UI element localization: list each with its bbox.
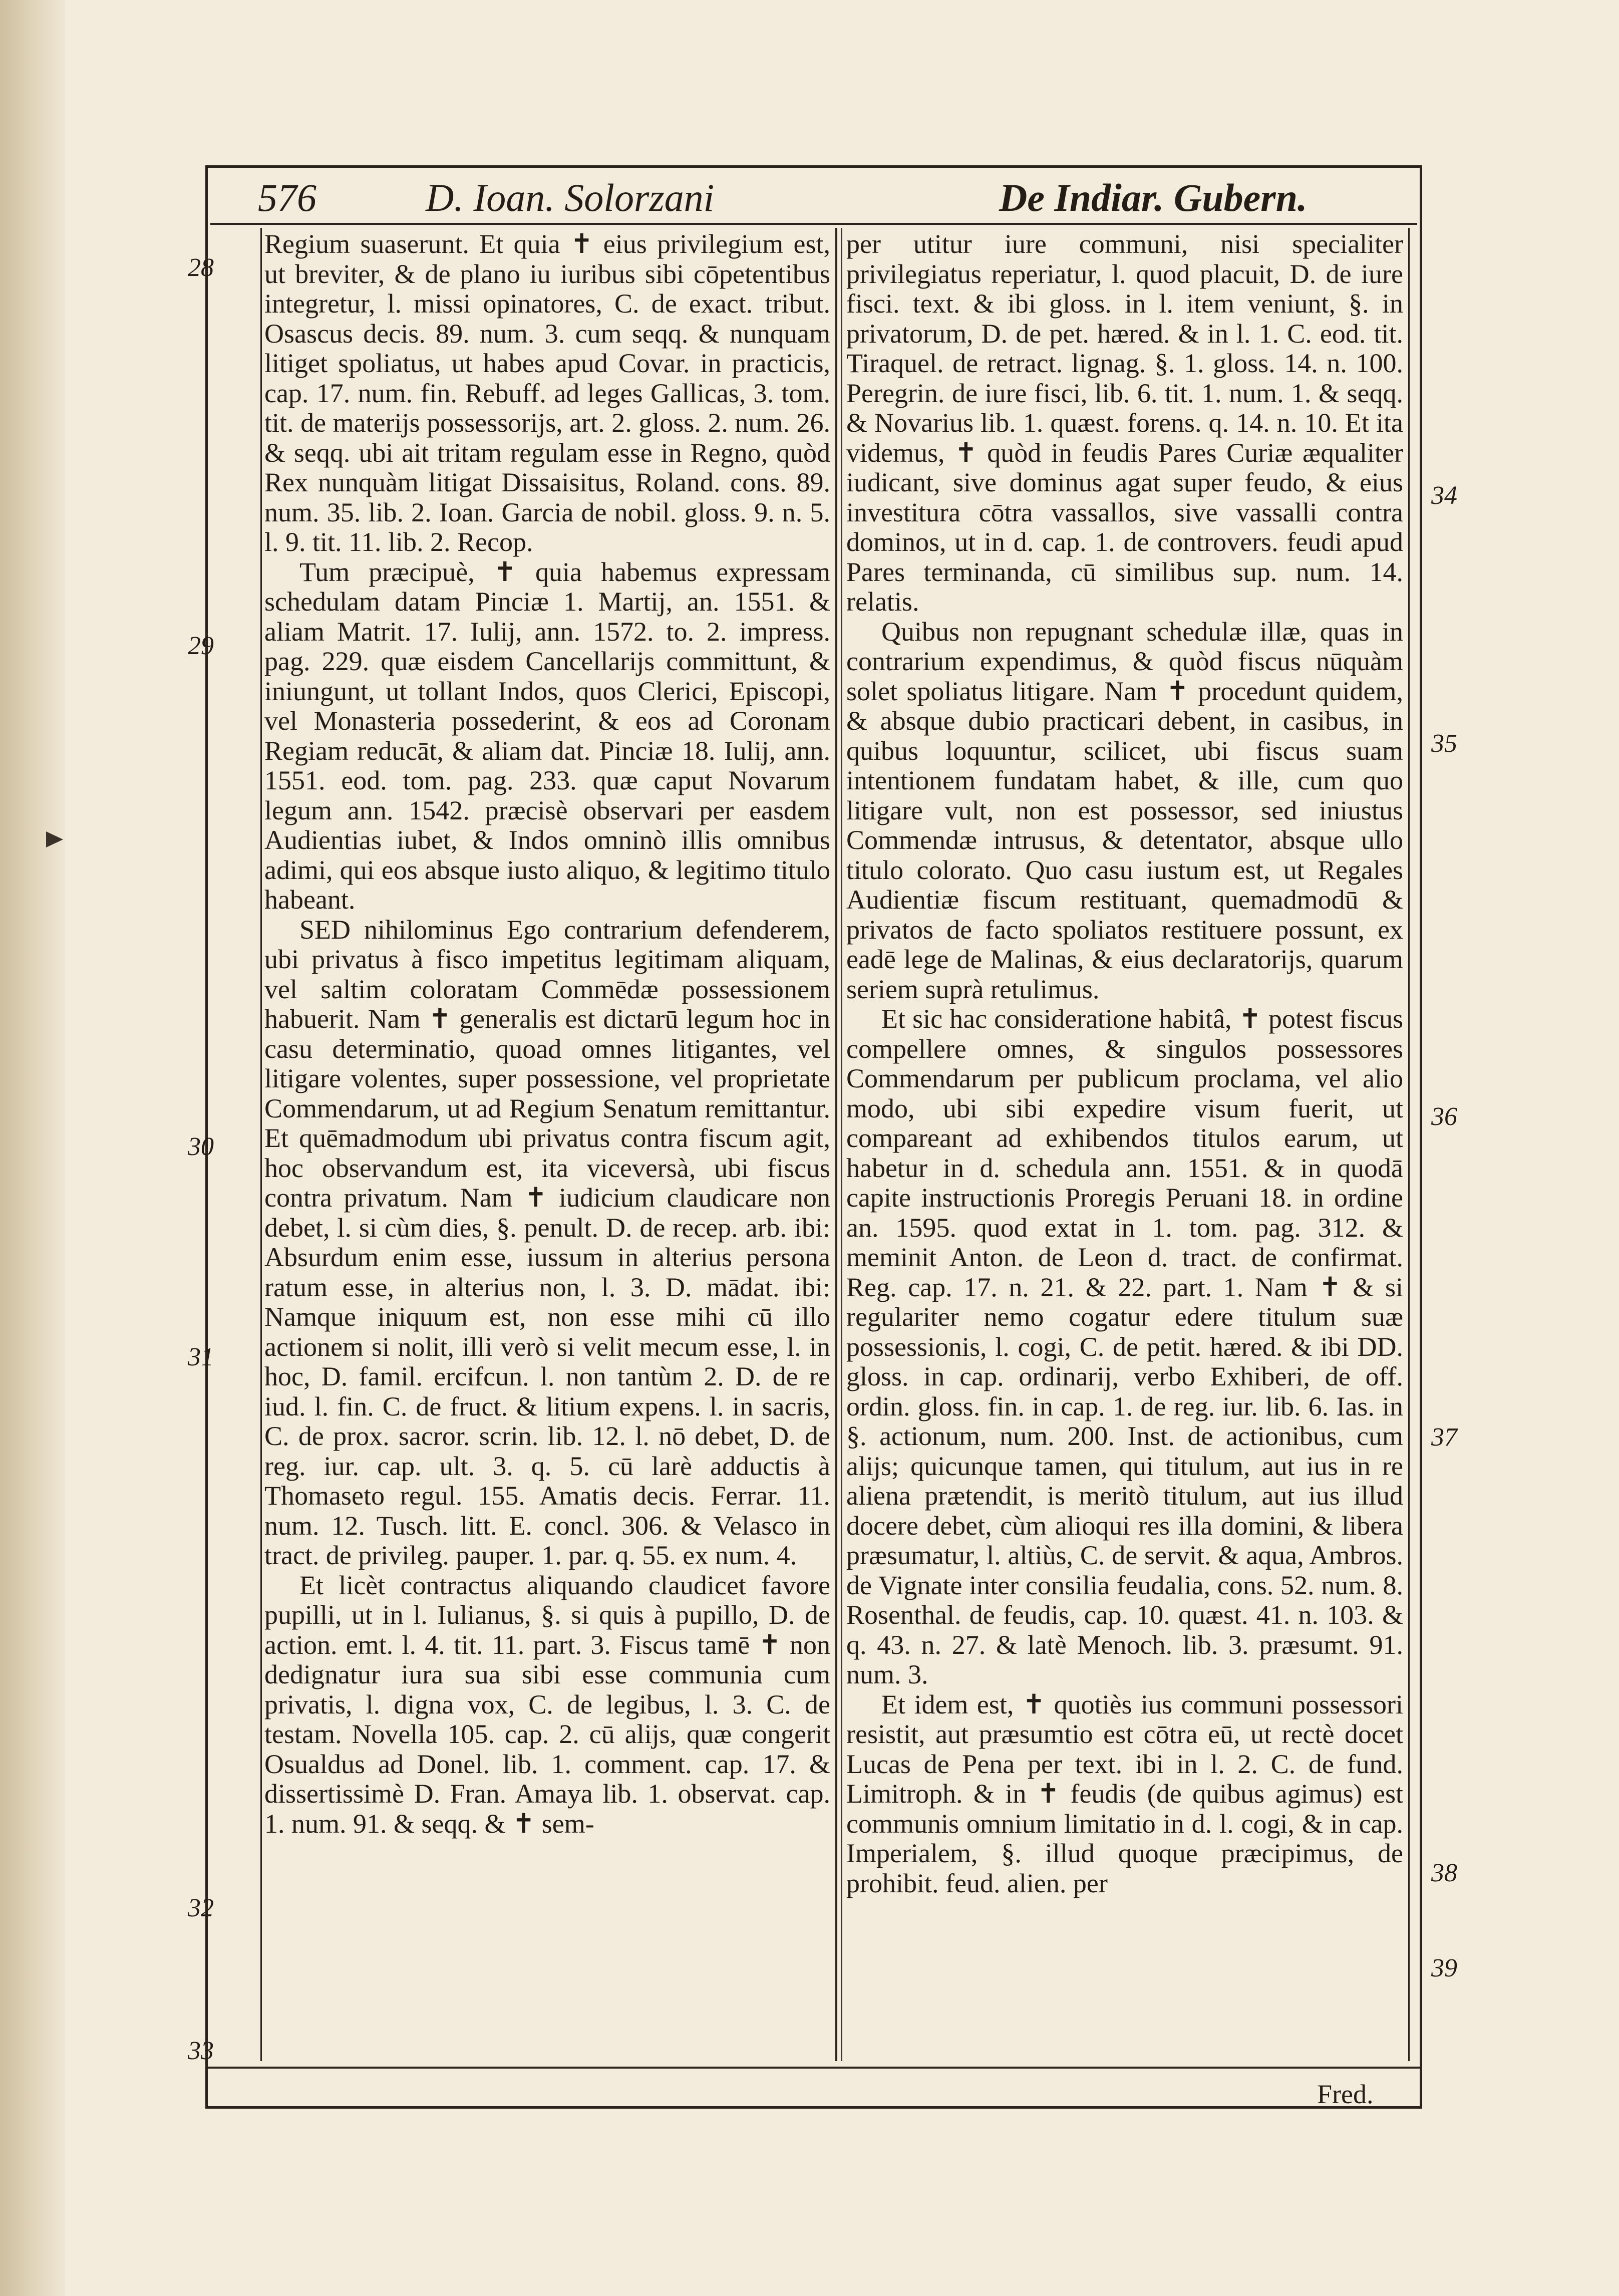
margin-number: 33 <box>188 2037 214 2065</box>
margin-number: 29 <box>188 632 214 660</box>
footer-rule <box>205 2067 1422 2069</box>
column-divider-thin <box>841 228 842 2061</box>
margin-number: 39 <box>1431 1954 1457 1982</box>
right-inner-rule <box>1408 228 1410 2061</box>
catchword: Fred. <box>1317 2079 1374 2109</box>
paragraph: SED nihilominus Ego contrarium defenderem, ubi privatus à fisco impetitus legitimam aliquam, vel saltim coloratam Commēdæ possessionem habuerit. Nam ✝ generalis est dictarū legum hoc in casu determinatio, quoad omnes litigantes, vel litigare volentes, super possessione, vel proprietate Commendarum, ut ad Regium Senatum remittantur. Et quēmadmodum ubi privatus contra fiscum agit, hoc observandum est, ita viceversà, ubi fiscus contra privatum. Nam ✝ iudicium claudicare non debet, l. si cùm dies, §. penult. D. de recep. arb. ibi: Absurdum enim esse, iussum in alterius persona ratum esse, in alterius non, l. 3. D. mādat. ibi: Namque iniquum est, non esse mihi cū illo actionem si nolit, illi verò si velit mecum esse, l. in hoc, D. famil. ercifcun. l. non tantùm 2. D. de re iud. l. fin. C. de fruct. & litium expens. l. in sacris, C. de prox. sacror. scrin. lib. 12. l. nō debet, D. de reg. iur. cap. ult. 3. q. 5. cū larè adductis à Thomaseto regul. 155. Amatis decis. Ferrar. 11. num. 12. Tusch. litt. E. concl. 306. & Velasco in tract. de privileg. pauper. 1. par. q. 55. ex num. 4. <box>264 914 830 1570</box>
running-head-title: De Indiar. Gubern. <box>999 176 1308 219</box>
margin-number: 34 <box>1431 481 1457 510</box>
paragraph: Quibus non repugnant schedulæ illæ, quas in contrarium expendimus, & quòd fiscus nūquàm solet spoliatus litigare. Nam ✝ procedunt quidem, & absque dubio practicari debent, in casibus, in quibus loquuntur, scilicet, ubi fiscus suam intentionem fundatam habet, & ille, cum quo litigare vult, non est possessor, sed iniustus Commendæ intrusus, & detentator, absque ullo titulo colorato. Quo casu iustum est, ut Regales Audientiæ fiscum restituant, quemadmodū & privatos de facto spoliatos restituere possunt, ex eadē lege de Malinas, & eius declaratorijs, quarum seriem suprà retulimus. <box>846 616 1403 1004</box>
margin-number: 36 <box>1431 1102 1457 1131</box>
margin-number: 38 <box>1431 1859 1457 1887</box>
column-divider <box>835 228 837 2061</box>
margin-number: 37 <box>1431 1423 1457 1452</box>
margin-number: 35 <box>1431 729 1457 758</box>
paragraph: Regium suaserunt. Et quia ✝ eius privilegium est, ut breviter, & de plano iu iuribus sibi cōpetentibus integretur, l. missi opinatores, C. de exact. tribut. Osascus decis. 89. num. 3. cum seqq. & nunquam litiget spoliatus, ut habes apud Covar. in practicis, cap. 17. num. fin. Rebuff. ad leges Gallicas, 3. tom. tit. de materijs possessorijs, art. 2. gloss. 2. num. 26. & seqq. ubi ait tritam regulam esse in Regno, quòd Rex nunquàm litigat Dissaisitus, Roland. cons. 89. num. 35. lib. 2. Ioan. Garcia de nobil. gloss. 9. n. 5. l. 9. tit. 11. lib. 2. Recop. <box>264 229 830 557</box>
margin-number: 32 <box>188 1894 214 1922</box>
paragraph: Et licèt contractus aliquando claudicet favore pupilli, ut in l. Iulianus, §. si quis à pupillo, D. de action. emt. l. 4. tit. 11. part. 3. Fiscus tamē ✝ non dedignatur iura sua sibi esse communia cum privatis, l. digna vox, C. de legibus, l. 3. C. de testam. Novella 105. cap. 2. cū alijs, quæ congerit Osualdus ad Donel. lib. 1. comment. cap. 17. & dissertissimè D. Fran. Amaya lib. 1. observat. cap. 1. num. 91. & seqq. & ✝ sem- <box>264 1570 830 1839</box>
left-text-column <box>264 229 830 2063</box>
left-inner-rule <box>260 228 262 2061</box>
margin-number: 31 <box>188 1343 214 1371</box>
margin-number: 28 <box>188 253 214 282</box>
margin-number: 30 <box>188 1132 214 1161</box>
binding-gutter <box>0 0 65 2296</box>
paragraph: Et sic hac consideratione habitâ, ✝ potest fiscus compellere omnes, & singulos possessores Commendarum per publicum proclama, vel alio modo, ubi sibi expedire visum fuerit, ut compareant ad exhibendos titulos earum, ut habetur in d. schedula ann. 1551. & in quodā capite instructionis Proregis Peruani 18. in ordine an. 1595. quod extat in 1. tom. pag. 312. & meminit Anton. de Leon d. tract. de confirmat. Reg. cap. 17. n. 21. & 22. part. 1. Nam ✝ & si regulariter nemo cogatur edere titulum suæ possessionis, l. cogi, C. de petit. hæred. & ibi DD. gloss. in cap. ordinarij, verbo Exhiberi, de off. ordin. gloss. fin. in cap. 1. de reg. iur. lib. 6. Ias. in §. actionum, num. 200. Inst. de actionibus, cum alijs; quicunque tamen, qui titulum, aut ius in re aliena prætendit, is meritò titulum, aut ius illud docere debet, cùm alioqui res illa domini, & libera præsumatur, l. altiùs, C. de servit. & aqua, Ambros. de Vignate inter consilia feudalia, cons. 52. num. 8. Rosenthal. de feudis, cap. 10. quæst. 41. n. 103. & q. 43. n. 27. & latè Menoch. lib. 3. præsumt. 91. num. 3. <box>846 1004 1403 1689</box>
right-text-column <box>846 229 1403 2063</box>
page-number: 576 <box>258 176 316 219</box>
paragraph: per utitur iure communi, nisi specialiter privilegiatus reperiatur, l. quod placuit, D. de iure fisci. text. & ibi gloss. in l. item veniunt, §. in privatorum, D. de pet. hæred. & in l. 1. C. eod. tit. Tiraquel. de retract. lignag. §. 1. gloss. 14. n. 100. Peregrin. de iure fisci, lib. 6. tit. 1. num. 1. & seqq. & Novarius lib. 1. quæst. forens. q. 14. n. 10. Et ita videmus, ✝ quòd in feudis Pares Curiæ æqualiter iudicant, sive dominus agat super feudo, & eius investitura cōtra vassallos, sive vassalli contra dominos, ut in d. cap. 1. de controvers. feudi apud Pares terminanda, cū similibus sup. num. 14. relatis. <box>846 229 1403 617</box>
paragraph: Et idem est, ✝ quotiès ius communi possessori resistit, aut præsumtio est cōtra eū, ut rectè docet Lucas de Pena per text. ibi in l. 2. C. de fund. Limitroph. & in ✝ feudis (de quibus agimus) est communis omnium limitatio in d. l. cogi, & in cap. Imperialem, §. illud quoque præcipimus, de prohibit. feud. alien. per <box>846 1689 1403 1898</box>
header-rule <box>210 223 1417 225</box>
paragraph: Tum præcipuè, ✝ quia habemus expressam schedulam datam Pinciæ 1. Martij, an. 1551. & aliam Matrit. 17. Iulij, ann. 1572. to. 2. impress. pag. 229. quæ eisdem Cancellarijs committunt, & iniungunt, ut tollant Indos, quos Clerici, Episcopi, vel Monasteria possederint, & eos ad Coronam Regiam reducāt, & aliam dat. Pinciæ 18. Iulij, ann. 1551. eod. tom. pag. 233. quæ caput Novarum legum ann. 1542. præcisè observari per easdem Audientias iubet, & Indos omninò illis omnibus adimi, qui eos absque iusto aliquo, & legitimo titulo habeant. <box>264 556 830 915</box>
margin-pointer-mark <box>46 831 63 847</box>
running-head-author: D. Ioan. Solorzani <box>426 176 715 219</box>
